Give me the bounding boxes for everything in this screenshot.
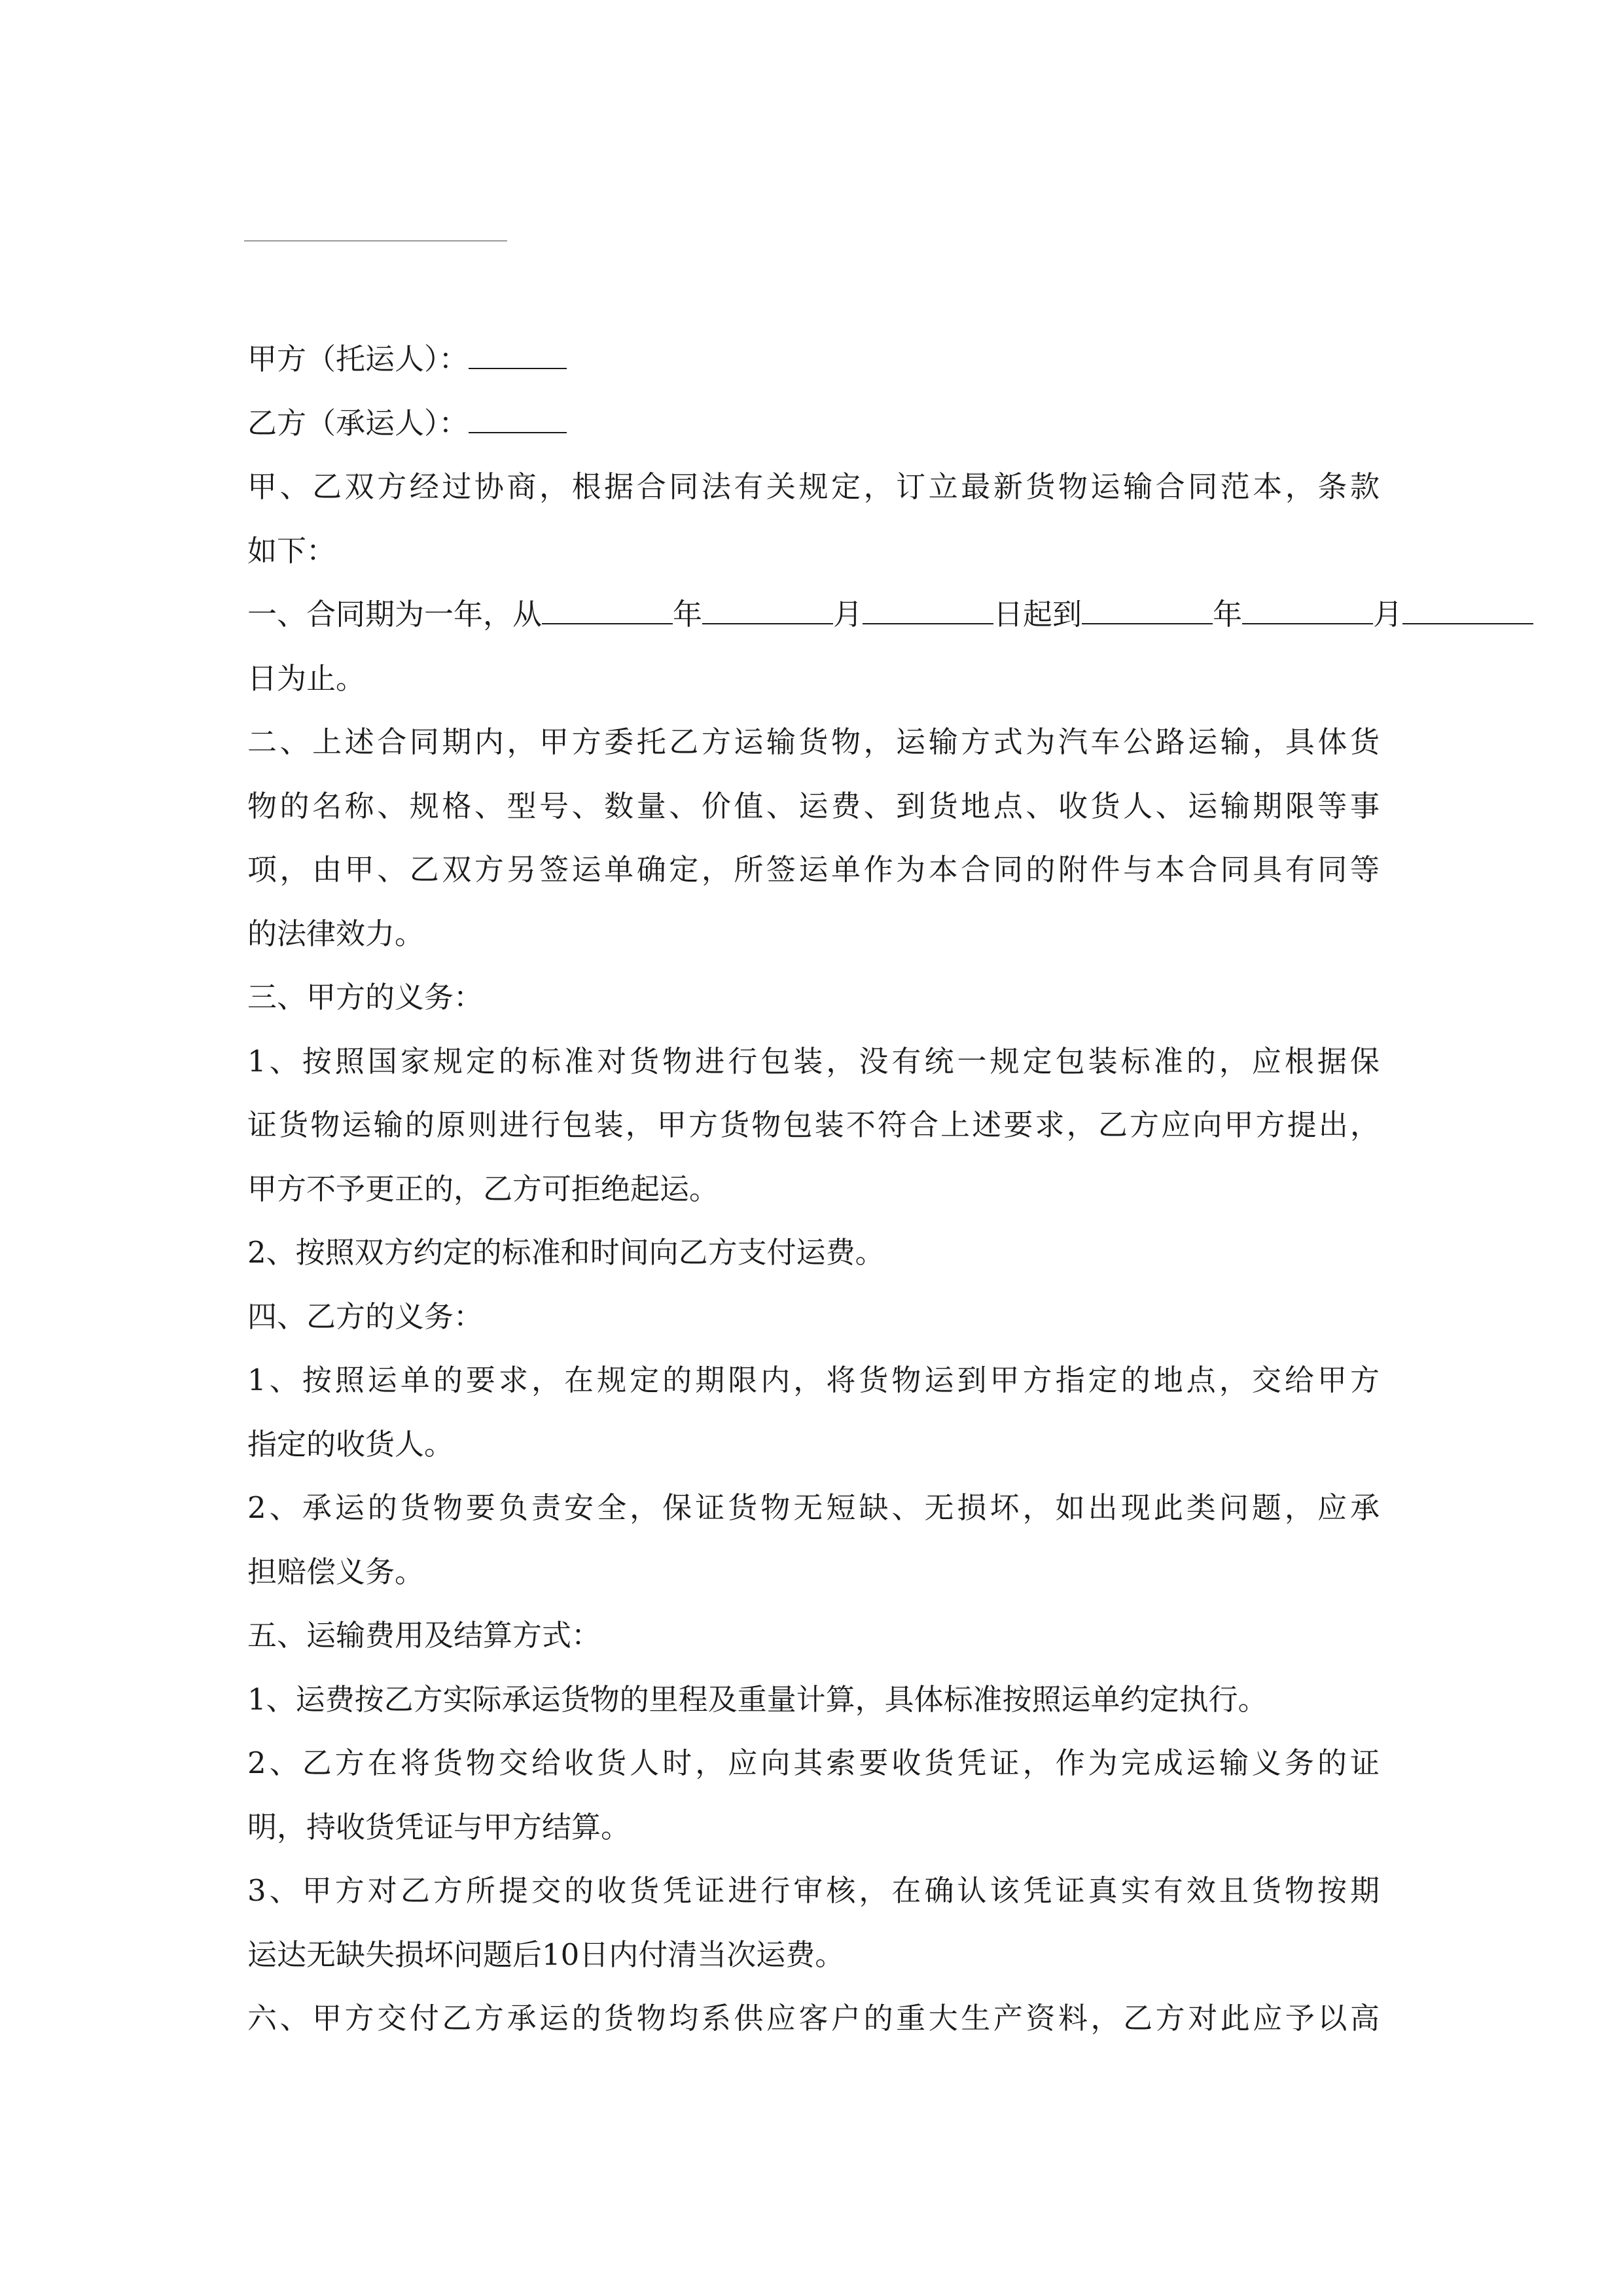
clause-4-1-line-1: 1、按照运单的要求，在规定的期限内，将货物运到甲方指定的地点，交给甲方 [247, 1363, 1380, 1397]
clause-5-title: 五、运输费用及结算方式： [247, 1618, 601, 1653]
clause-5-3-line-2: 运达无缺失损坏问题后10日内付清当次运费。 [247, 1937, 845, 1972]
clause-1-line-1 [247, 583, 1403, 647]
party-a-label: 甲方（托运人）： [247, 342, 469, 376]
clause-2-line-3: 项，由甲、乙双方另签运单确定，所签运单作为本合同的附件与本合同具有同等 [247, 852, 1380, 887]
clause-4-2-line-1: 2、承运的货物要负责安全，保证货物无短缺、无损坏，如出现此类问题，应承 [247, 1490, 1380, 1525]
clause-2-line-1: 二、上述合同期内，甲方委托乙方运输货物，运输方式为汽车公路运输，具体货 [247, 725, 1380, 759]
party-a-line [247, 327, 1380, 391]
intro-line-2: 如下： [247, 533, 336, 568]
year-label: 年 [673, 597, 703, 632]
start-year-blank [542, 598, 673, 624]
month-label: 月 [1373, 597, 1403, 632]
party-b-line [247, 391, 1380, 456]
header-rule [244, 240, 507, 242]
clause-1-text: 一、合同期为一年，从 [247, 597, 543, 632]
clause-4-2-line-2: 担赔偿义务。 [247, 1554, 425, 1589]
start-day-blank [863, 598, 993, 624]
end-year-blank [1082, 598, 1213, 624]
clause-2-line-4: 的法律效力。 [247, 916, 425, 951]
clause-4-1-line-2: 指定的收货人。 [247, 1426, 454, 1462]
day-label: 日起到 [993, 597, 1082, 632]
clause-3-1-line-2: 证货物运输的原则进行包装，甲方货物包装不符合上述要求，乙方应向甲方提出， [247, 1107, 1380, 1142]
end-month-blank [1242, 598, 1373, 624]
clause-3-1-line-3: 甲方不予更正的，乙方可拒绝起运。 [247, 1171, 719, 1206]
start-month-blank [702, 598, 833, 624]
end-day-blank [1402, 598, 1533, 624]
year-label: 年 [1213, 597, 1243, 632]
clause-5-2-line-1: 2、乙方在将货物交给收货人时，应向其索要收货凭证，作为完成运输义务的证 [247, 1746, 1380, 1780]
intro-line-1: 甲、乙双方经过协商，根据合同法有关规定，订立最新货物运输合同范本，条款 [247, 469, 1380, 504]
clause-6-line-1: 六、甲方交付乙方承运的货物均系供应客户的重大生产资料，乙方对此应予以高 [247, 2001, 1380, 2036]
month-label: 月 [833, 597, 863, 632]
clause-5-1: 1、运费按乙方实际承运货物的里程及重量计算，具体标准按照运单约定执行。 [247, 1681, 1268, 1717]
clause-5-2-line-2: 明，持收货凭证与甲方结算。 [247, 1809, 631, 1844]
clause-1-line-2: 日为止。 [247, 660, 366, 696]
clause-4-title: 四、乙方的义务： [247, 1299, 484, 1334]
clause-2-line-2: 物的名称、规格、型号、数量、价值、运费、到货地点、收货人、运输期限等事 [247, 788, 1380, 823]
clause-3-title: 三、甲方的义务： [247, 980, 484, 1014]
party-a-blank [469, 343, 567, 369]
contract-body [247, 327, 1403, 2051]
clause-3-1-line-1: 1、按照国家规定的标准对货物进行包装，没有统一规定包装标准的，应根据保 [247, 1043, 1380, 1079]
party-b-label: 乙方（承运人）： [247, 405, 469, 440]
clause-3-2: 2、按照双方约定的标准和时间向乙方支付运费。 [247, 1235, 885, 1270]
party-b-blank [469, 406, 567, 433]
clause-5-3-line-1: 3、甲方对乙方所提交的收货凭证进行审核，在确认该凭证真实有效且货物按期 [247, 1873, 1380, 1908]
